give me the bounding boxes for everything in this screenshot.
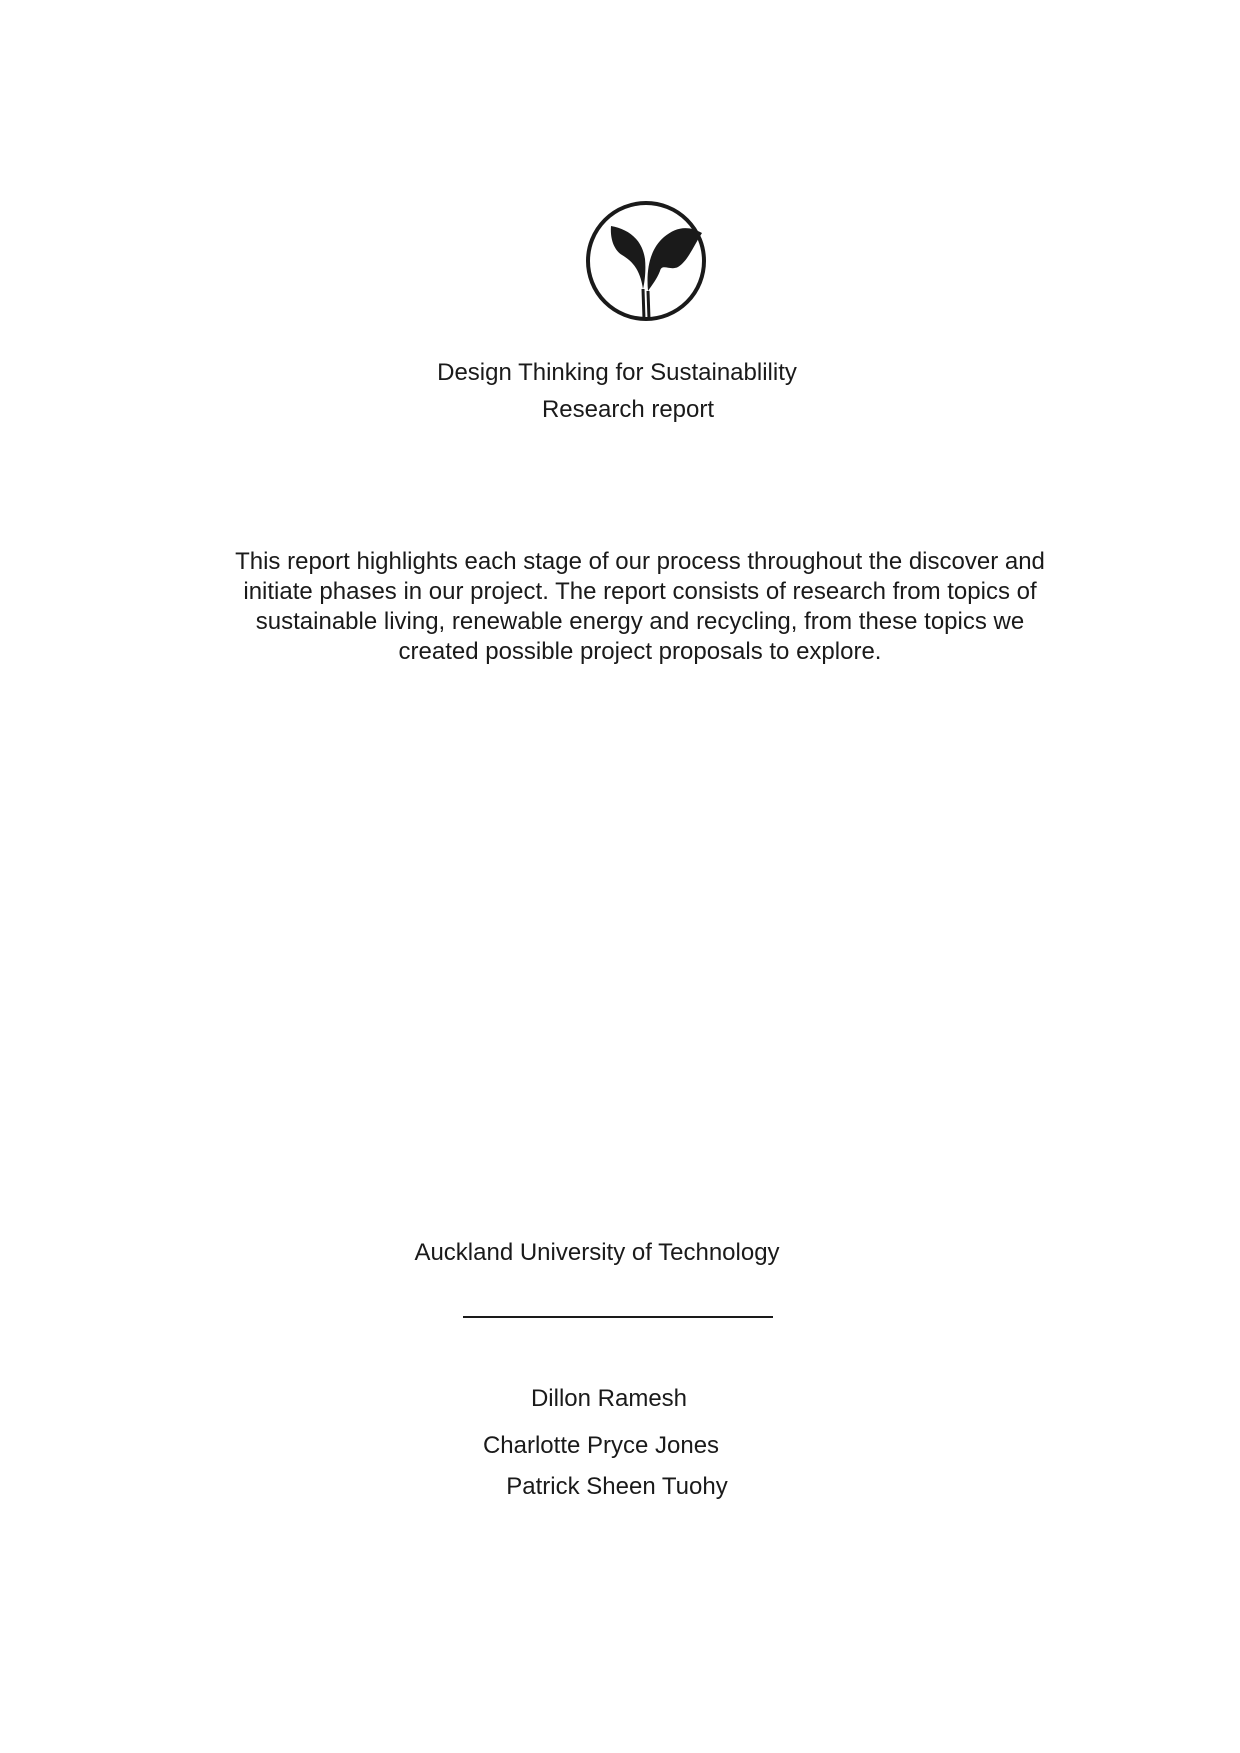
report-subtitle: Research report bbox=[541, 396, 715, 423]
institution-name: Auckland University of Technology bbox=[414, 1239, 780, 1266]
report-abstract: This report highlights each stage of our process throughout the discover and initiate phases in our project. The report consists of research from topics of sustainable living, renewable energy and recycling, from these topics we created possible project proposals to explore. bbox=[235, 548, 1045, 665]
author-name: Patrick Sheen Tuohy bbox=[506, 1473, 728, 1500]
author-name: Dillon Ramesh bbox=[530, 1385, 688, 1412]
sprout-in-circle-icon bbox=[584, 199, 708, 323]
divider-line bbox=[463, 1316, 773, 1318]
report-title: Design Thinking for Sustainablility bbox=[437, 359, 797, 386]
author-name: Charlotte Pryce Jones bbox=[482, 1432, 720, 1459]
